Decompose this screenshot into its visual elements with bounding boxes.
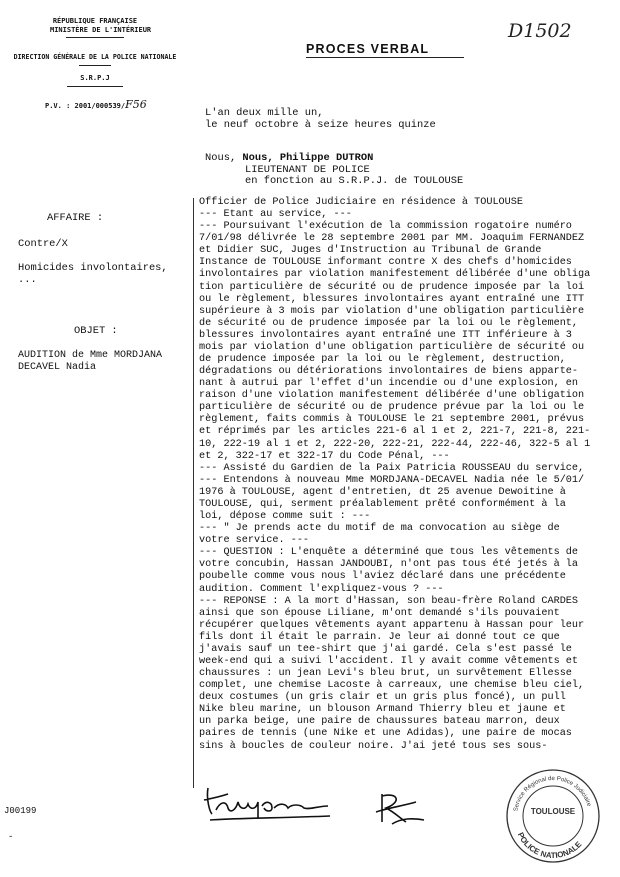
ministry-label: MINISTÈRE DE L'INTÉRIEUR bbox=[50, 26, 152, 34]
officer-rank: LIEUTENANT DE POLICE bbox=[245, 163, 370, 176]
officer-unit: en fonction au S.R.P.J. de TOULOUSE bbox=[245, 175, 464, 187]
statement-line: supérieure à 3 mois par violation d'une obligation particulière bbox=[199, 305, 585, 317]
date-block bbox=[205, 107, 436, 131]
statement-line: un parka beige, une paire de chaussures bateau marron, deux bbox=[199, 716, 560, 728]
stamp-bottom-text: POLICE NATIONALE bbox=[515, 830, 584, 861]
statement-line: sins à boucles de couleur noire. J'ai jeté tous ses sous- bbox=[199, 740, 548, 752]
pv-number: 2001/000539/ bbox=[74, 102, 126, 110]
header-divider bbox=[66, 37, 124, 38]
statement-line: --- Assisté du Gardien de la Paix Patricia ROUSSEAU du service, bbox=[199, 462, 585, 474]
statement-line: et 2, 322-17 et 322-17 du Code Pénal, --- bbox=[199, 450, 450, 462]
statement-line: mois par violation d'une obligation particulière de sécurité ou bbox=[199, 341, 585, 353]
objet-label: OBJET : bbox=[74, 325, 118, 337]
statement-line: chaussures : un jean Levi's bleu brut, un survêtement Ellesse bbox=[199, 668, 572, 680]
statement-line: paires de tennis (une Nike et une Adidas), une paire de mocas bbox=[199, 728, 572, 740]
stamp-top-text: Service Régional de Police Judiciaire bbox=[513, 775, 592, 812]
statement-line: --- QUESTION : L'enquête a déterminé que tous les vêtements de bbox=[199, 547, 579, 559]
statement-line: loi, dépose comme suit : --- bbox=[199, 511, 371, 523]
statement-line: fils dont il était le parrain. Je leur ai donné tout ce que bbox=[199, 631, 560, 643]
affaire-line: Contre/X bbox=[18, 238, 68, 250]
statement-line: nant à autrui par l'effet d'un incendie ou d'une explosion, en bbox=[199, 378, 579, 390]
statement-line: récupérer quelques vêtements ayant appartenu à Hassan pour leur bbox=[199, 619, 585, 631]
pv-handwritten: F56 bbox=[125, 98, 147, 111]
statement-line: week-end qui a suivi l'accident. Il y avait comme vêtements et bbox=[199, 655, 579, 667]
statement-line: Instance de TOULOUSE informant contre X des chefs d'homicides bbox=[199, 257, 572, 269]
statement-line: poubelle comme vous nous l'aviez déclaré dans une précédente bbox=[199, 571, 566, 583]
statement-line: 7/01/98 délivrée le 28 septembre 2001 par MM. Joaquim FERNANDEZ bbox=[199, 233, 585, 245]
statement-line: involontaires par violation manifestement délibérée d'une obliga bbox=[199, 269, 591, 281]
statement-line: TOULOUSE, qui, serment préalablement prêté conformément à la bbox=[199, 498, 566, 510]
statement-line: ainsi que son épouse Liliane, m'ont demandé s'ils pouvaient bbox=[199, 607, 560, 619]
statement-line: 1976 à TOULOUSE, agent d'entretien, dt 25 avenue Dewoitine à bbox=[199, 486, 566, 498]
statement-line: 10, 222-19 al 1 et 2, 222-20, 222-21, 222-44, 222-46, 322-5 al 1 bbox=[199, 438, 591, 450]
statement-line: blessures involontaires ayant entraîné une ITT inférieure à 3 bbox=[199, 329, 572, 341]
official-stamp bbox=[503, 764, 603, 866]
statement-line: deux costumes (un gris clair et un gris plus foncé), un pull bbox=[199, 692, 566, 704]
pv-reference bbox=[45, 100, 147, 111]
statement-line: dégradations ou détériorations involontaires de biens apparte- bbox=[199, 366, 579, 378]
affaire-line: Homicides involontaires, bbox=[18, 262, 168, 274]
statement-line: j'avais sauf un tee-shirt que j'ai gardé. Cela s'est passé le bbox=[199, 643, 572, 655]
statement-line: de prudence imposée par la loi ou le règlement, destruction, bbox=[199, 354, 566, 366]
service-label: S.R.P.J bbox=[80, 74, 110, 82]
statement-line: --- " Je prends acte du motif de ma convocation au siège de bbox=[199, 523, 560, 535]
statement-line: Officier de Police Judiciaire en résidence à TOULOUSE bbox=[199, 197, 524, 208]
objet-line: AUDITION de Mme MORDJANA bbox=[18, 350, 163, 361]
statement-line: --- REPONSE : A la mort d'Hassan, son beau-frère Roland CARDES bbox=[199, 595, 579, 607]
statement-line: Nike bleu marine, un blouson Armand Thierry bleu et jaune et bbox=[199, 704, 566, 716]
republic-label: RÉPUBLIQUE FRANÇAISE bbox=[52, 17, 138, 25]
statement-line: --- Entendons à nouveau Mme MORDJANA-DECAVEL Nadia née le 5/01/ bbox=[199, 474, 585, 486]
signature-deponent bbox=[200, 780, 340, 830]
direction-label: DIRECTION GÉNÉRALE DE LA POLICE NATIONALE bbox=[13, 53, 177, 61]
doc-title: PROCES VERBAL bbox=[306, 42, 430, 56]
statement-line: ou le règlement, blessures involontaires ayant entraîné une ITT bbox=[199, 293, 585, 305]
doc-ref-handwritten: D1502 bbox=[508, 20, 572, 42]
date-line: le neuf octobre à seize heures quinze bbox=[205, 119, 436, 131]
pv-label: P.V. : bbox=[45, 102, 75, 110]
header-divider bbox=[67, 86, 123, 87]
officer-block bbox=[205, 153, 463, 188]
statement-line: votre service. --- bbox=[199, 535, 310, 547]
statement-line: et réprimés par les articles 221-6 al 1 et 2, 221-7, 221-8, 221- bbox=[199, 426, 591, 438]
signature-officer bbox=[372, 788, 432, 828]
objet-line: DECAVEL Nadia bbox=[18, 362, 97, 373]
officer-name: Nous, Nous, Philippe DUTRON bbox=[205, 152, 374, 164]
footer-code: J00199 bbox=[4, 806, 37, 816]
title-underline bbox=[306, 57, 464, 58]
statement-line: votre concubin, Hassan JANDOUBI, n'ont pas tous été jetés à la bbox=[199, 559, 579, 571]
margin-rule bbox=[193, 198, 194, 788]
statement-line: et Didier SUC, Juges d'Instruction au Tribunal de Grande bbox=[199, 245, 542, 257]
statement-line: --- Etant au service, --- bbox=[199, 209, 352, 221]
statement-line: de sécurité ou de prudence imposée par la loi ou le règlement, bbox=[199, 317, 579, 329]
statement-line: audition. Comment l'expliquez-vous ? --- bbox=[199, 583, 444, 595]
header-divider bbox=[79, 65, 111, 66]
date-line: L'an deux mille un, bbox=[205, 107, 324, 119]
statement-line: raison d'une violation manifestement délibérée d'une obligation bbox=[199, 390, 585, 402]
affaire-label: AFFAIRE : bbox=[47, 212, 104, 224]
statement-body bbox=[199, 197, 614, 753]
affaire-line: ... bbox=[18, 274, 37, 286]
statement-line: tion particulière de sécurité ou de prudence imposée par la loi bbox=[199, 281, 585, 293]
officer-name-value: Nous, Philippe DUTRON bbox=[242, 152, 374, 164]
stamp-city: TOULOUSE bbox=[530, 807, 576, 816]
statement-line: particulière de sécurité ou de prudence prévue par la loi ou le bbox=[199, 402, 585, 414]
statement-line: règlement, faits commis à TOULOUSE le 21 septembre 2001, prévus bbox=[199, 414, 585, 426]
footer-mark: - bbox=[8, 832, 14, 842]
statement-line: --- Poursuivant l'exécution de la commission rogatoire numéro bbox=[199, 221, 572, 233]
statement-line: complet, une chemise Lacoste à carreaux, une chemise bleu ciel, bbox=[199, 680, 585, 692]
